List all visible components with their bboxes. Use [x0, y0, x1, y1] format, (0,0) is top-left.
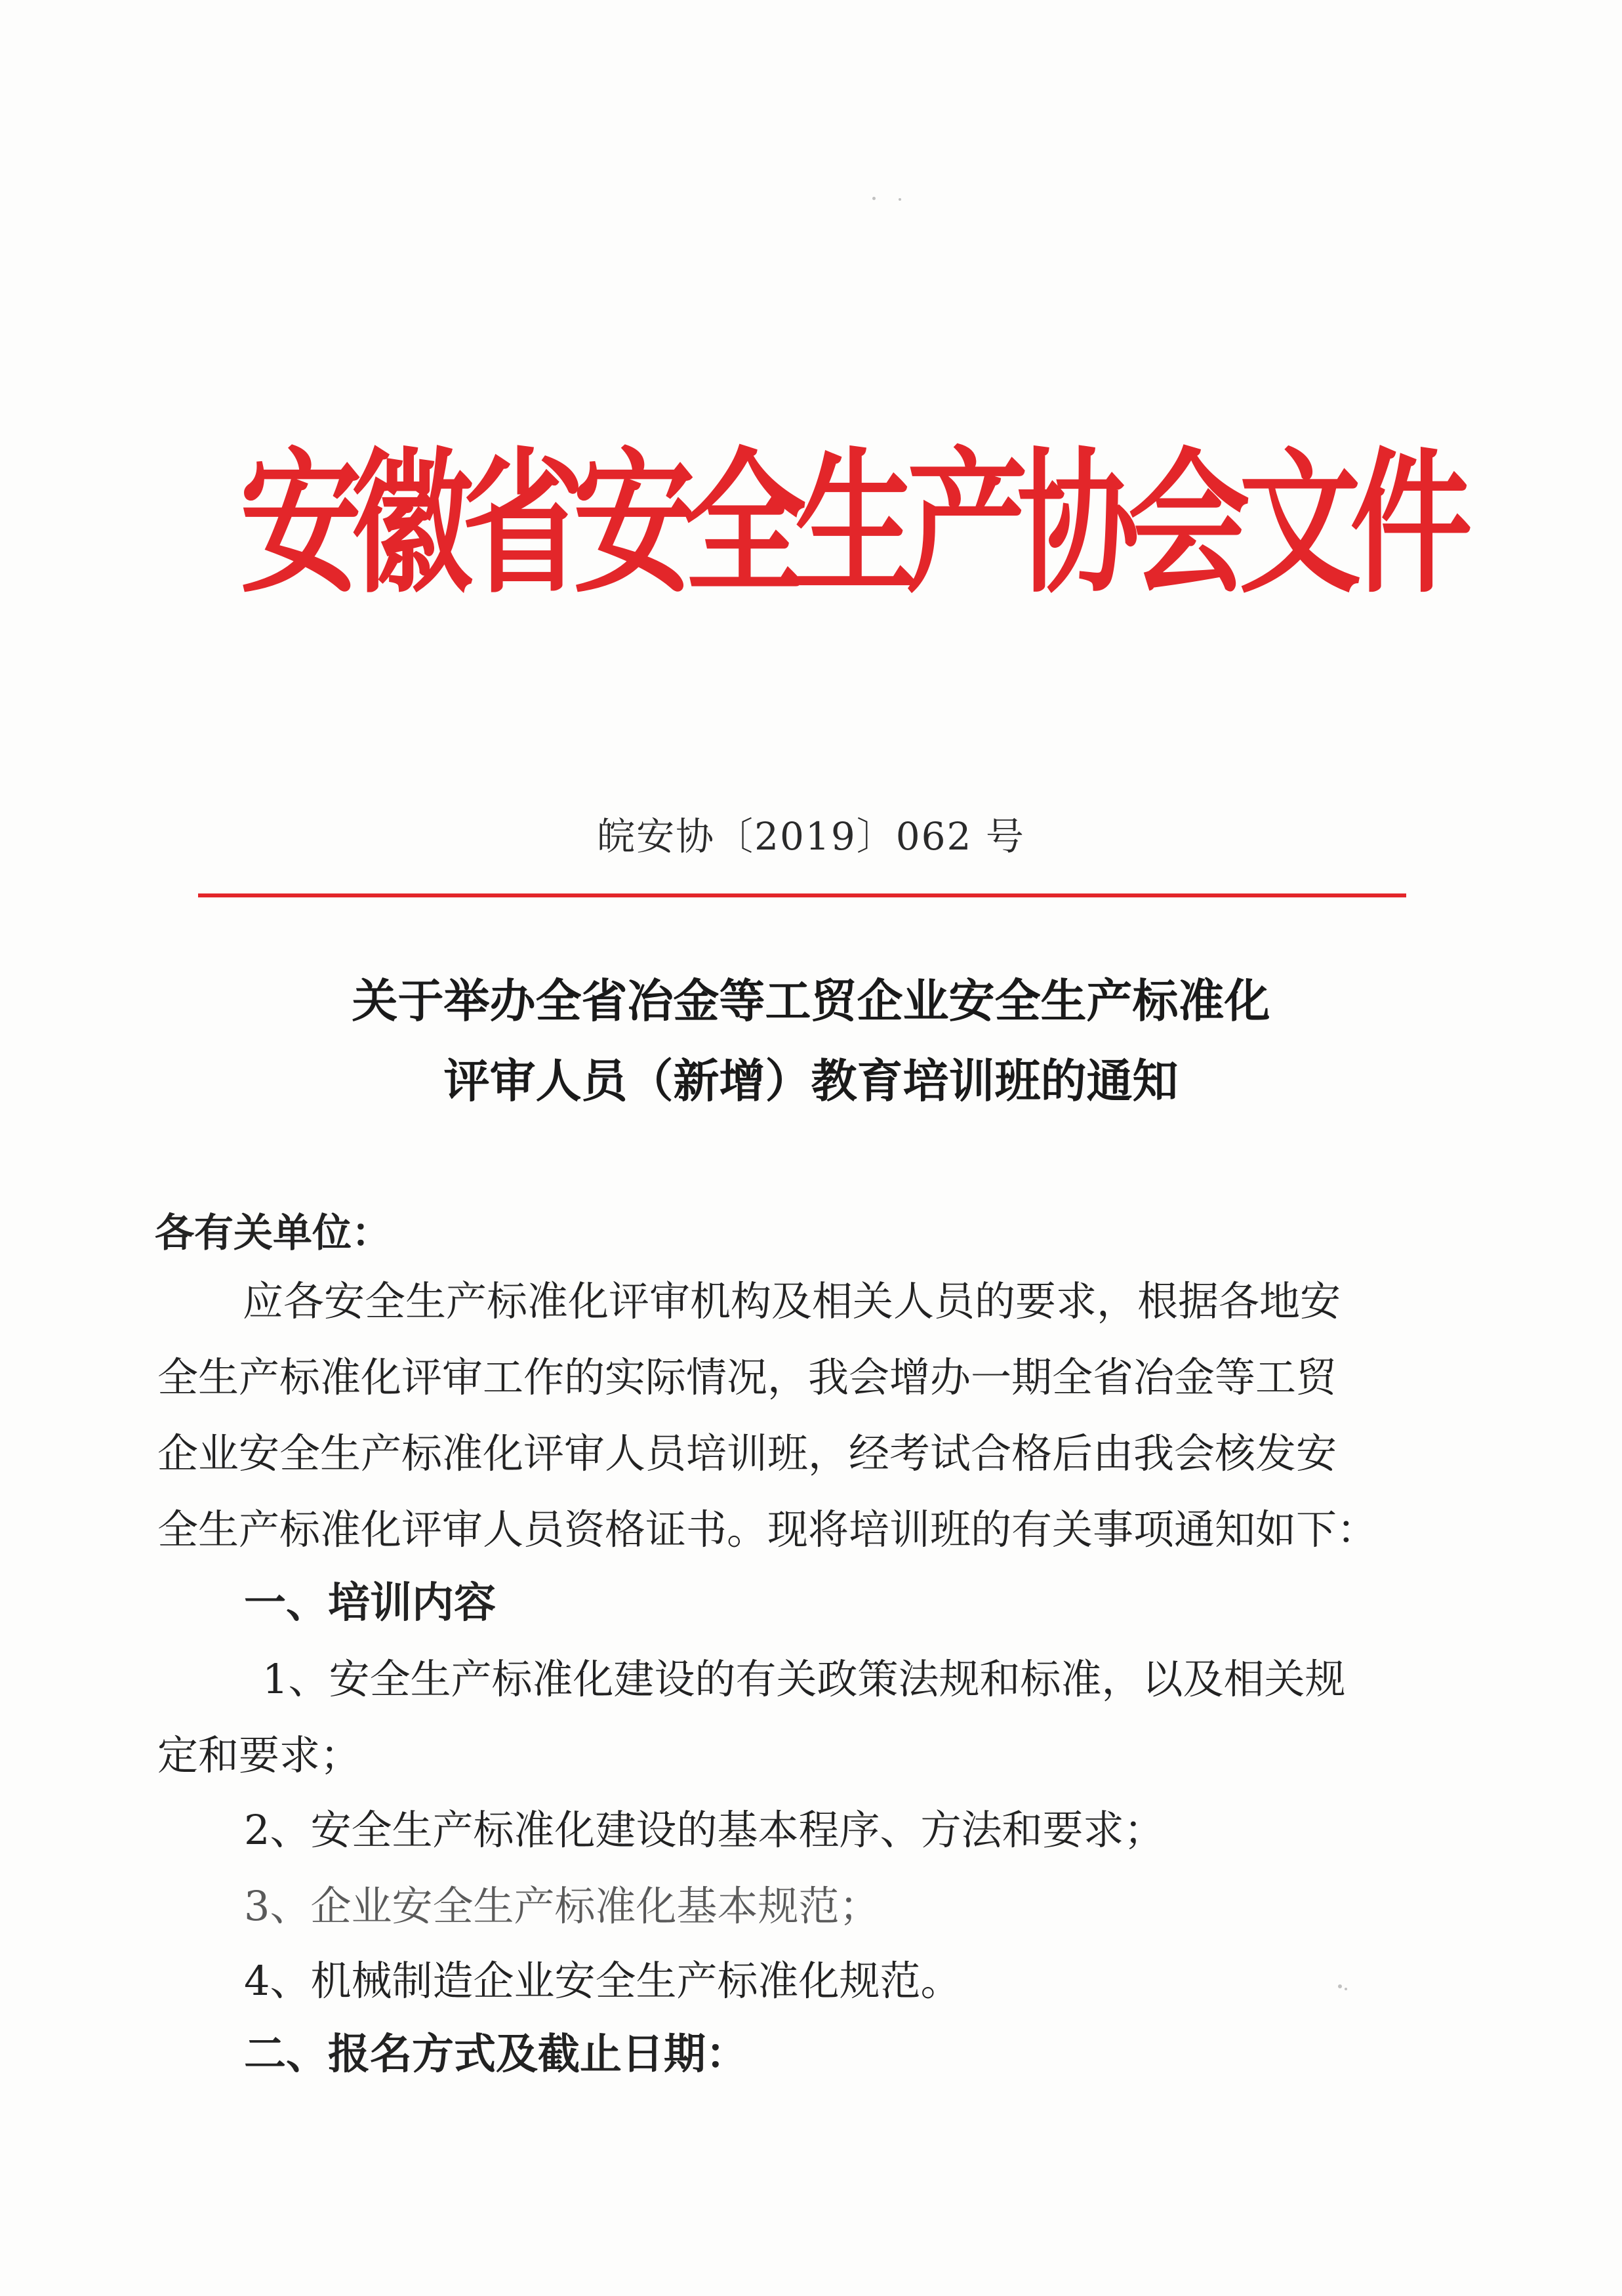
list-item: 1、安全生产标准化建设的有关政策法规和标准，以及相关规 — [262, 1655, 1346, 1703]
intro-paragraph-line: 应各安全生产标准化评审机构及相关人员的要求，根据各地安 — [243, 1277, 1341, 1325]
intro-paragraph-line: 企业安全生产标准化评审人员培训班，经考试合格后由我会核发安 — [157, 1429, 1337, 1477]
list-item: 4、机械制造企业安全生产标准化规范。 — [244, 1957, 962, 2005]
document-title-line-1: 关于举办全省冶金等工贸企业安全生产标准化 — [352, 974, 1270, 1028]
section-heading-registration: 二、报名方式及截止日期： — [244, 2030, 748, 2079]
document-number: 皖安协〔2019〕062 号 — [597, 814, 1025, 859]
scan-speck — [872, 197, 876, 200]
document-title-line-2: 评审人员（新增）教育培训班的通知 — [443, 1054, 1179, 1108]
salutation: 各有关单位： — [155, 1210, 391, 1256]
list-item-continuation: 定和要求； — [157, 1731, 361, 1779]
list-item: 2、安全生产标准化建设的基本程序、方法和要求； — [244, 1806, 1165, 1854]
scan-speck — [1338, 1984, 1342, 1988]
scan-speck — [899, 198, 901, 201]
red-separator-rule — [198, 893, 1406, 897]
scan-speck — [1345, 1988, 1347, 1990]
list-item: 3、企业安全生产标准化基本规范； — [244, 1882, 880, 1930]
intro-paragraph-line: 全生产标准化评审工作的实际情况，我会增办一期全省冶金等工贸 — [157, 1353, 1337, 1401]
intro-paragraph-line: 全生产标准化评审人员资格证书。现将培训班的有关事项通知如下： — [157, 1506, 1378, 1553]
document-masthead: 安徽省安全生产协会文件 — [239, 434, 1461, 615]
section-heading-training-content: 一、培训内容 — [244, 1579, 496, 1628]
